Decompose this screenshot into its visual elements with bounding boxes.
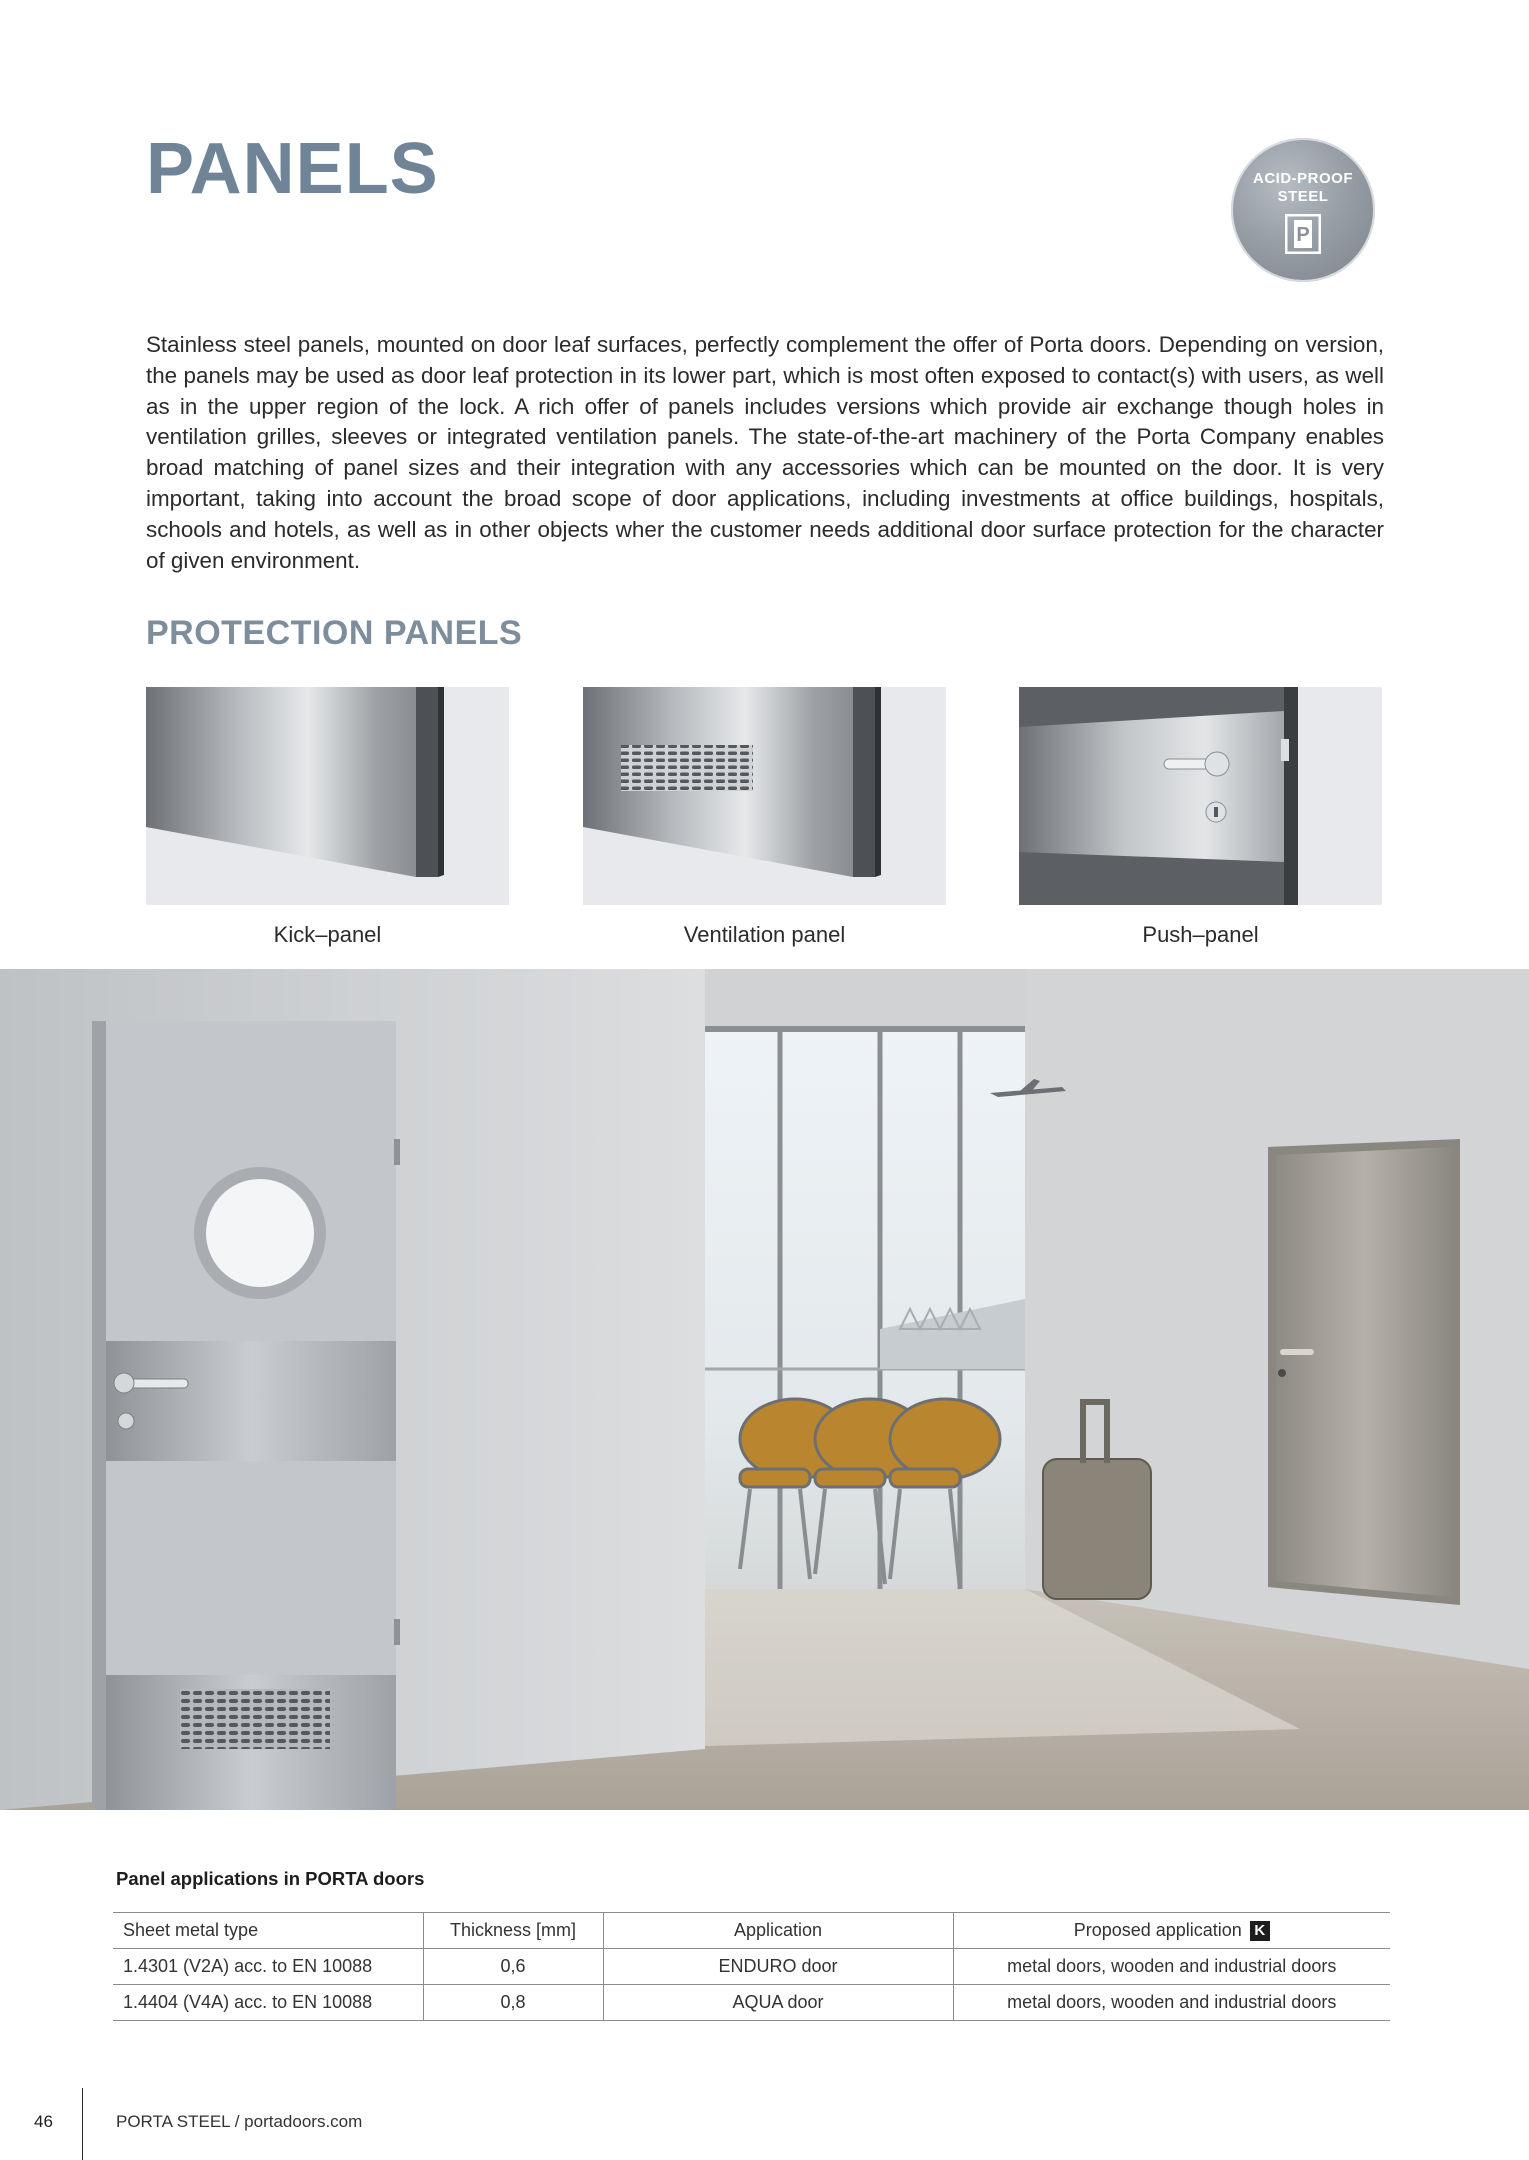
header-sheet-metal-type: Sheet metal type <box>113 1913 423 1949</box>
push-panel-caption: Push–panel <box>1142 922 1259 947</box>
interior-photo <box>0 969 1529 1810</box>
ventilation-panel-image <box>583 687 946 905</box>
footer-text: PORTA STEEL / portadoors.com <box>116 2112 363 2131</box>
cell-proposed-application: metal doors, wooden and industrial doors <box>953 1985 1390 2021</box>
table-row <box>113 1949 1390 1985</box>
header-proposed-application: Proposed application <box>1073 1919 1242 1940</box>
page-number: 46 <box>34 2112 53 2131</box>
cell-thickness: 0,6 <box>423 1949 603 1985</box>
badge-logo-letter: P <box>1296 224 1310 246</box>
ventilation-panel-caption: Ventilation panel <box>683 922 846 947</box>
cell-proposed-application: metal doors, wooden and industrial doors <box>953 1949 1390 1985</box>
cell-thickness: 0,8 <box>423 1985 603 2021</box>
table-row <box>113 1985 1390 2021</box>
cell-application: ENDURO door <box>603 1949 953 1985</box>
footer-divider <box>82 2088 83 2160</box>
panel-applications-table <box>113 1912 1390 2021</box>
k-icon: K <box>1250 1921 1270 1941</box>
table-header-row <box>113 1913 1390 1949</box>
push-panel-image <box>1019 687 1382 905</box>
cell-sheet-metal-type: 1.4301 (V2A) acc. to EN 10088 <box>113 1949 423 1985</box>
table-title: Panel applications in PORTA doors <box>116 1868 425 1889</box>
kick-panel-caption: Kick–panel <box>273 922 382 947</box>
header-proposed-application-cell <box>953 1913 1390 1949</box>
acid-proof-steel-badge <box>1231 138 1375 282</box>
intro-paragraph: Stainless steel panels, mounted on door leaf surfaces, perfectly complement the offer of Porta doors. Depending on version, the panels may be used as door leaf protection in its lower part, which is most often exposed to contact(s) with users, as well as in the upper region of the lock. A rich offer of panels includes versions which provide air exchange though holes in ventilation grilles, sleeves or integrated ventilation panels. The state-of-the-art machinery of the Porta Company enables broad matching of panel sizes and their integration with any accessories which can be mounted on the door. It is very important, taking into account the broad scope of door applications, including investments at office buildings, hospitals, schools and hotels, as well as in other objects wher the customer needs additional door surface protection for the character of given environment. <box>146 332 1384 573</box>
section-subtitle: PROTECTION PANELS <box>146 614 523 652</box>
page-title: PANELS <box>146 129 439 209</box>
cell-application: AQUA door <box>603 1985 953 2021</box>
header-application: Application <box>603 1913 953 1949</box>
header-thickness: Thickness [mm] <box>423 1913 603 1949</box>
kick-panel-image <box>146 687 509 905</box>
badge-text: ACID-PROOF STEEL <box>1253 170 1353 205</box>
porta-logo-icon <box>1285 214 1321 254</box>
cell-sheet-metal-type: 1.4404 (V4A) acc. to EN 10088 <box>113 1985 423 2021</box>
